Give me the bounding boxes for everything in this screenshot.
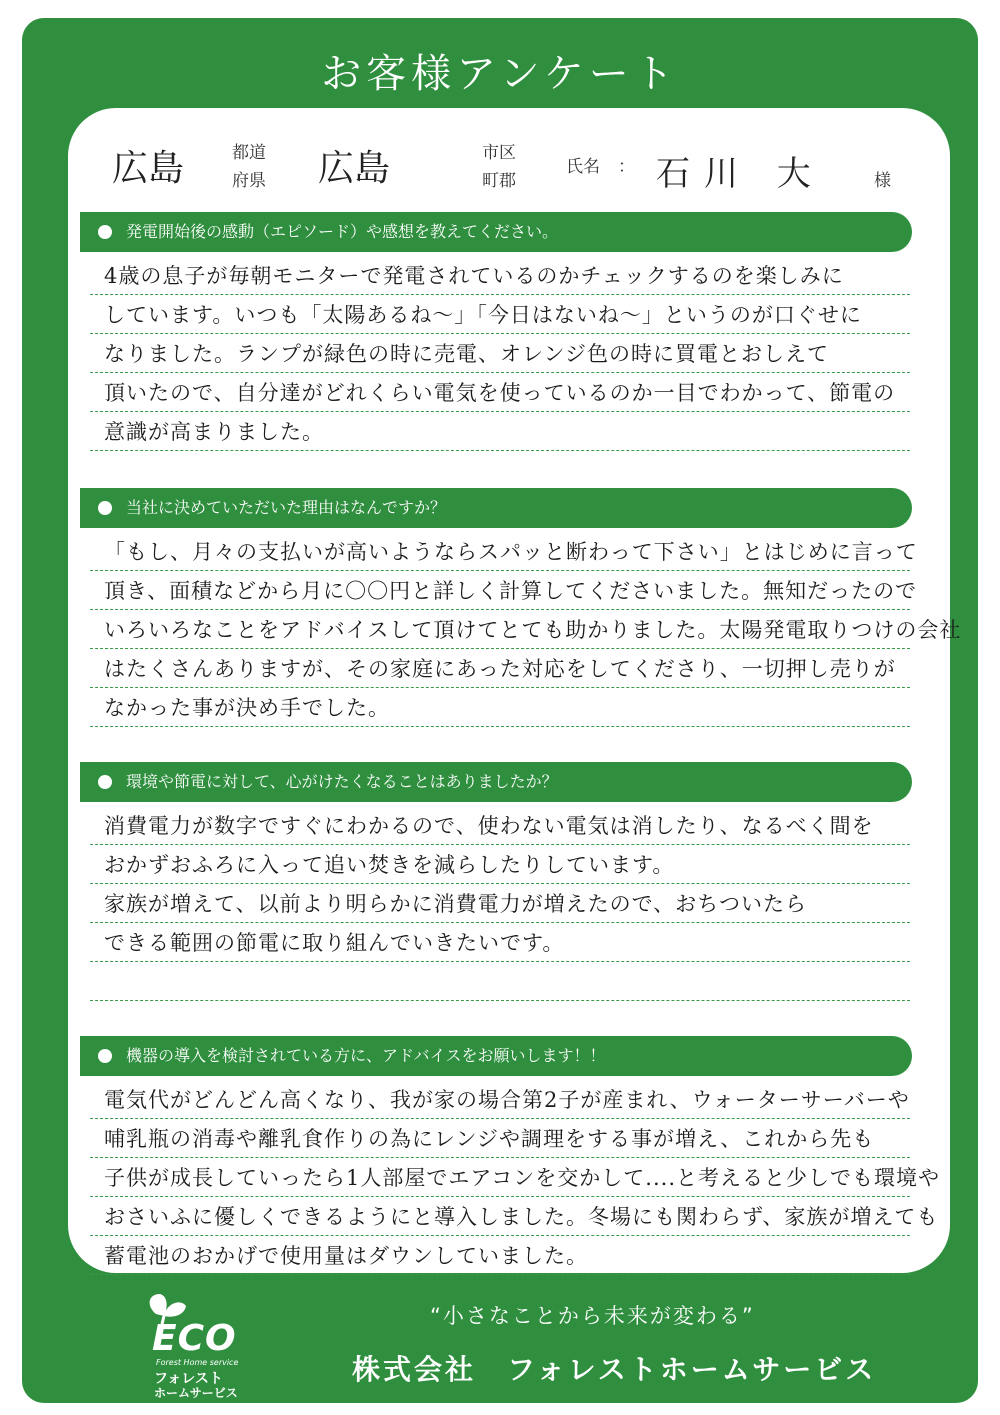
- answer-line: 消費電力が数字ですぐにわかるので、使わない電気は消したり、なるべく間を: [90, 806, 910, 845]
- name-colon: ：: [618, 157, 635, 177]
- question-text-2: 当社に決めていただいた理由はなんですか？: [126, 498, 447, 517]
- city-label-bottom: 町郡: [482, 171, 516, 191]
- answer-lines-2: [90, 532, 962, 727]
- question-text-3: 環境や節電に対して、心がけたくなることはありましたか？: [126, 772, 558, 791]
- question-text-1: 発電開始後の感動（エピソード）や感想を教えてください。: [126, 222, 559, 241]
- honorific: 様: [874, 171, 891, 191]
- question-text-4: 機器の導入を検討されている方に、アドバイスをお願いします！！: [126, 1046, 606, 1065]
- name-value: 石川 大: [656, 154, 825, 194]
- answer-line: 子供が成長していったら1人部屋でエアコンを交かして....と考えると少しでも環境や: [90, 1158, 910, 1197]
- eco-logo: [140, 1290, 270, 1400]
- answer-line: 蓄電池のおかげで使用量はダウンしていました。: [90, 1236, 910, 1275]
- question-bar-1: [80, 212, 912, 252]
- logo-sub-en: Forest Home service: [156, 1358, 239, 1367]
- name-label: 氏名: [566, 157, 600, 177]
- answer-lines-3: [90, 806, 910, 1001]
- question-bar-3: [80, 762, 912, 802]
- answer-line: しています。いつも「太陽あるね～」「今日はないね～」というのが口ぐせに: [90, 295, 910, 334]
- answer-line: なかった事が決め手でした。: [90, 688, 910, 727]
- question-bar-2: [80, 488, 912, 528]
- answer-line: 頂き、面積などから月に〇〇円と詳しく計算してくださいました。無知だったので: [90, 571, 910, 610]
- prefecture-value: 広島: [112, 148, 185, 189]
- bullet-dot-icon: [98, 775, 112, 789]
- question-bar-4: [80, 1036, 912, 1076]
- logo-sub-2: ホームサービス: [154, 1386, 238, 1400]
- answer-lines-1: [90, 256, 910, 451]
- city-value: 広島: [318, 148, 391, 189]
- logo-text: ECO: [152, 1318, 237, 1359]
- answer-line: 「もし、月々の支払いが高いようならスパッと断わって下さい」とはじめに言って: [90, 532, 910, 571]
- city-label-top: 市区: [482, 143, 516, 163]
- logo-sub-1: フォレスト: [154, 1371, 223, 1387]
- form-title: お客様アンケート: [321, 51, 679, 97]
- answer-line: [90, 962, 910, 1001]
- bullet-dot-icon: [98, 225, 112, 239]
- prefecture-label-top: 都道: [232, 143, 266, 163]
- answer-line: 家族が増えて、以前より明らかに消費電力が増えたので、おちついたら: [90, 884, 910, 923]
- answer-line: 哺乳瓶の消毒や離乳食作りの為にレンジや調理をする事が増え、これから先も: [90, 1119, 910, 1158]
- slogan: “小さなことから未来が変わる”: [430, 1304, 755, 1328]
- answer-lines-4: [90, 1080, 941, 1275]
- answer-line: できる範囲の節電に取り組んでいきたいです。: [90, 923, 910, 962]
- answer-line: なりました。ランプが緑色の時に売電、オレンジ色の時に買電とおしえて: [90, 334, 910, 373]
- bullet-dot-icon: [98, 1049, 112, 1063]
- answer-line: 意識が高まりました。: [90, 412, 910, 451]
- answer-line: 頂いたので、自分達がどれくらい電気を使っているのか一目でわかって、節電の: [90, 373, 910, 412]
- bullet-dot-icon: [98, 501, 112, 515]
- company-name: 株式会社 フォレストホームサービス: [352, 1353, 877, 1386]
- prefecture-label-bottom: 府県: [232, 171, 266, 191]
- answer-line: いろいろなことをアドバイスして頂けてとても助かりました。太陽発電取りつけの会社: [90, 610, 910, 649]
- answer-line: おさいふに優しくできるようにと導入しました。冬場にも関わらず、家族が増えても: [90, 1197, 910, 1236]
- answer-line: おかずおふろに入って追い焚きを減らしたりしています。: [90, 845, 910, 884]
- answer-line: 電気代がどんどん高くなり、我が家の場合第2子が産まれ、ウォーターサーバーや: [90, 1080, 910, 1119]
- answer-line: 4歳の息子が毎朝モニターで発電されているのかチェックするのを楽しみに: [90, 256, 910, 295]
- answer-line: はたくさんありますが、その家庭にあった対応をしてくださり、一切押し売りが: [90, 649, 910, 688]
